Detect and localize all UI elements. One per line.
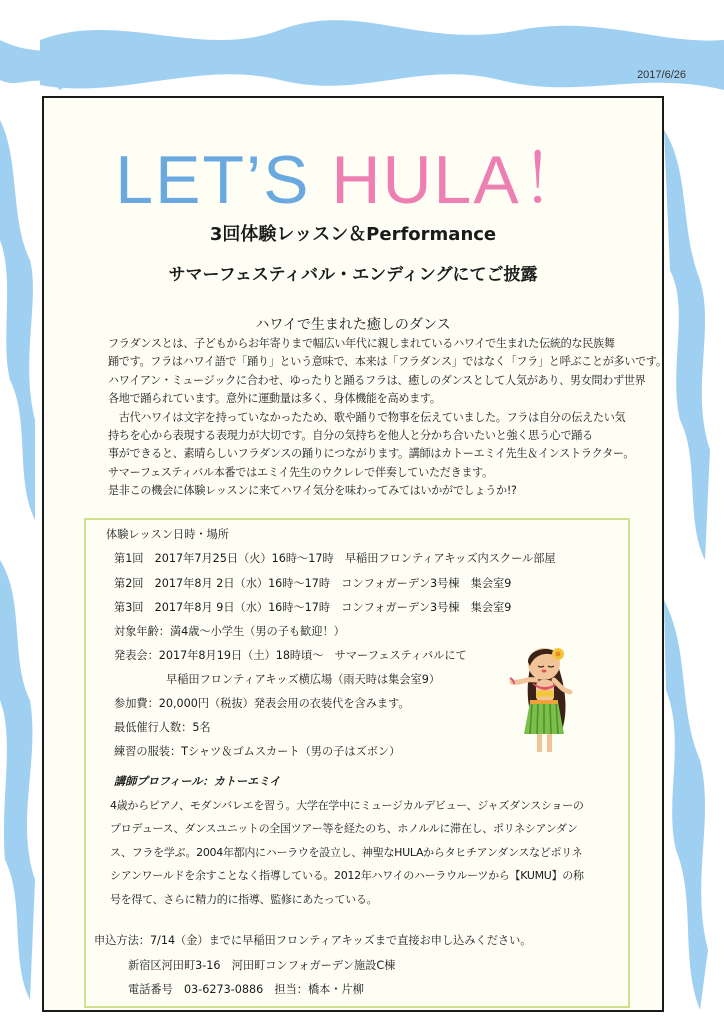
minimum-participants: 最低催行人数：5名 <box>114 721 211 734</box>
intro-line: 事ができると、素晴らしいフラダンスの踊りにつながります。講師はカトーエミイ先生＆インストラクター。 <box>108 447 635 461</box>
contact-phone: 電話番号 03-6273-0886 担当：橋本・片柳 <box>128 983 364 996</box>
lesson-2: 第2回 2017年8月 2日（水）16時～17時 コンフォガーデン3号棟 集会室9 <box>114 577 512 590</box>
recital-location: 早稲田フロンティアキッズ横広場（雨天時は集会室9） <box>166 673 441 686</box>
section-title: ハワイで生まれた癒しのダンス <box>255 317 451 333</box>
intro-line: フラダンスとは、子どもからお年寄りまで幅広い年代に親しまれているハワイで生まれた伝統的な民族舞 <box>108 337 615 350</box>
intro-line: ハワイアン・ミュージックに合わせ、ゆったりと踊るフラは、癒しのダンスとして人気があり、男女問わず世界 <box>108 373 646 387</box>
profile-title: 講師プロフィール：カトーエミイ <box>114 775 281 788</box>
intro-line: 古代ハワイは文字を持っていなかったため、歌や踊りで物事を伝えていました。フラは自分の伝えたい気 <box>108 410 626 424</box>
fee: 参加費：20,000円（税抜）発表会用の衣装代を含みます。 <box>114 697 410 710</box>
practice-clothing: 練習の服装：Tシャツ＆ゴムスカート（男の子はズボン） <box>114 745 401 758</box>
info-heading: 体験レッスン日時・場所 <box>106 528 229 541</box>
lesson-1: 第1回 2017年7月25日（火）16時～17時 早稲田フロンティアキッズ内スクール部屋 <box>114 552 556 565</box>
recital-info: 発表会：2017年8月19日（土）18時頃～ サマーフェスティバルにて <box>114 649 467 662</box>
subtitle-festival: サマーフェスティバル・エンディングにてご披露 <box>168 265 538 285</box>
intro-text <box>108 335 667 501</box>
profile-line: 4歳からピアノ、モダンバレエを習う。大学在学中にミュージカルデビュー、ジャズダンスショーの <box>110 799 584 812</box>
profile-line: 号を得て、さらに精力的に指導、監修にあたっている。 <box>110 892 378 906</box>
profile-line: シアンワールドを余すことなく指導している。2012年ハワイのハーラウルーツから【KUMU】の称 <box>110 869 584 883</box>
headline-lets: LET’S <box>115 142 332 218</box>
target-age: 対象年齢：満4歳～小学生（男の子も歓迎！） <box>114 625 345 638</box>
application-method: 申込方法：7/14（金）までに早稲田フロンティアキッズまで直接お申し込みください。 <box>94 934 532 947</box>
address: 新宿区河田町3-16 河田町コンフォガーデン施設C棟 <box>128 959 396 972</box>
document-date: 2017/6/26 <box>637 69 686 81</box>
subtitle: 3回体験レッスン＆Performance <box>209 224 497 245</box>
intro-line: サマーフェスティバル本番ではエミイ先生のウクレレで伴奏していただきます。 <box>108 465 493 479</box>
profile-line: プロデュース、ダンスユニットの全国ツアー等を経たのち、ホノルルに滞在し、ポリネシアンダン <box>110 822 578 836</box>
intro-line: 各地で踊られています。意外に運動量は多く、身体機能を高めます。 <box>108 392 441 406</box>
profile-line: ス、フラを学ぶ。2004年都内にハーラウを設立し、神聖なHULAからタヒチアンダンスなどポリネ <box>110 845 583 859</box>
intro-line: 踊です。フラはハワイ語で「踊り」という意味で、本来は「フラダンス」ではなく「フラ」と呼ぶことが多いです。 <box>108 355 667 369</box>
intro-line: 是非この機会に体験レッスンに来てハワイ気分を味わってみてはいかがでしょうか!? <box>108 484 517 498</box>
profile-text <box>110 794 630 911</box>
hula-girl-icon <box>500 638 590 758</box>
main-headline <box>42 142 664 218</box>
headline-hula: HULA！ <box>331 142 591 218</box>
lesson-3: 第3回 2017年8月 9日（水）16時～17時 コンフォガーデン3号棟 集会室9 <box>114 601 512 614</box>
intro-line: 持ちを心から表現する表現力が大切です。自分の気持ちを他人と分かち合いたいと強く思う心で踊る <box>108 429 593 443</box>
